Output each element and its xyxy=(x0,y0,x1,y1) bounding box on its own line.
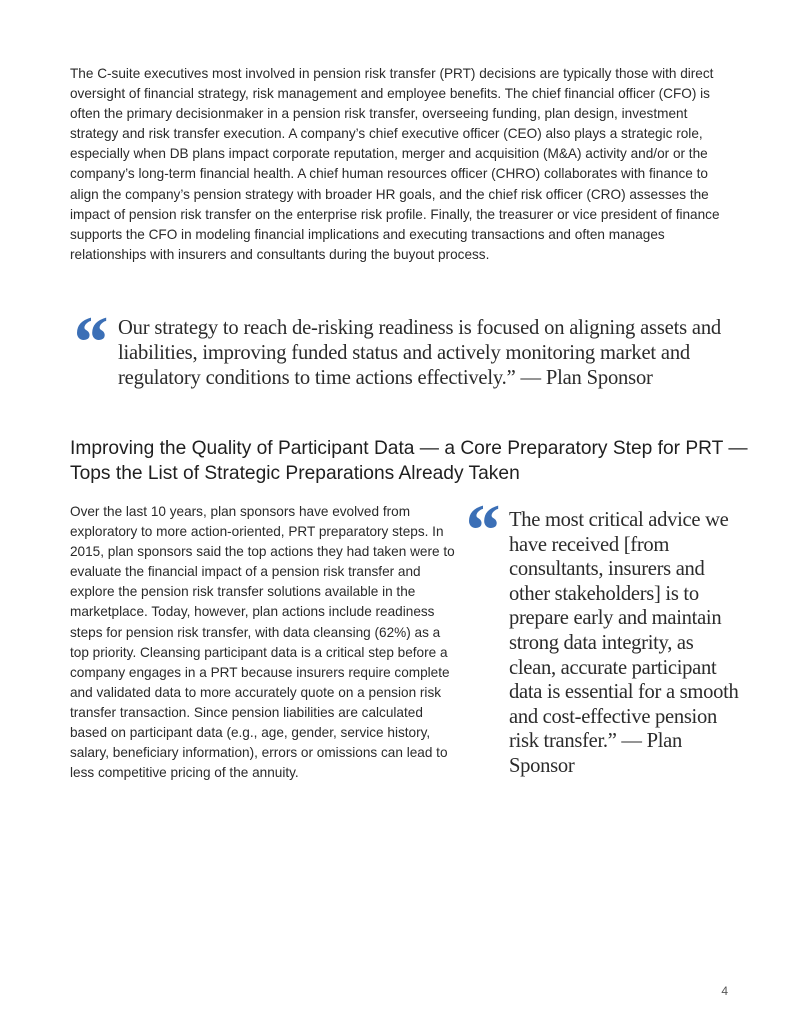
section-paragraph: Over the last 10 years, plan sponsors have evolved from exploratory to more action-oriented, PRT preparatory steps. In 2015, plan sponsors said the top actions they had taken were to evaluate the financial impact of a pension risk transfer and explore the pension risk transfer solutions available in the marketplace. Today, however, plan actions include readiness steps for pension risk transfer, with data cleansing (62%) as a top priority. Cleansing participant data is a critical step before a company engages in a PRT because insurers require complete and validated data to more accurately quote on a pension risk transfer transaction. Since pension liabilities are calculated based on participant data (e.g., age, gender, service history, salary, beneficiary information), errors or omissions can lead to less competitive pricing of the annuity. xyxy=(70,504,455,781)
pull-quote-1-text: Our strategy to reach de-risking readiness is focused on aligning assets and liabilities, improving funded status and actively monitoring market and regulatory conditions to time actions effectively.” — Plan Sponsor xyxy=(118,317,722,389)
page-number: 4 xyxy=(721,984,728,998)
pull-quote-2 xyxy=(462,490,742,779)
quote-mark-icon: “ xyxy=(70,302,107,384)
quote-mark-icon: “ xyxy=(462,490,499,572)
section-heading: Improving the Quality of Participant Data — a Core Preparatory Step for PRT — Tops the List of Strategic Preparations Already Taken xyxy=(70,438,748,484)
pull-quote-1 xyxy=(70,302,730,391)
intro-paragraph: The C-suite executives most involved in pension risk transfer (PRT) decisions are typically those with direct oversight of financial strategy, risk management and employee benefits. The chief financial officer (CFO) is often the primary decisionmaker in a pension risk transfer, overseeing funding, plan design, investment strategy and risk transfer execution. A company’s chief executive officer (CEO) also plays a strategic role, especially when DB plans impact corporate reputation, merger and acquisition (M&A) activity and/or or the company’s long-term financial health. A chief human resources officer (CHRO) collaborates with finance to align the company’s pension strategy with broader HR goals, and the chief risk officer (CRO) assesses the impact of pension risk transfer on the enterprise risk profile. Finally, the treasurer or vice president of finance supports the CFO in modeling financial implications and executing transactions and often manages relationships with insurers and consultants during the buyout process. xyxy=(70,66,720,262)
pull-quote-2-text: The most critical advice we have received [from consultants, insurers and other stakeholders] is to prepare early and maintain strong data integrity, as clean, accurate participant data is essential for a smooth and cost-effective pension risk transfer.” — Plan Sponsor xyxy=(509,509,739,777)
